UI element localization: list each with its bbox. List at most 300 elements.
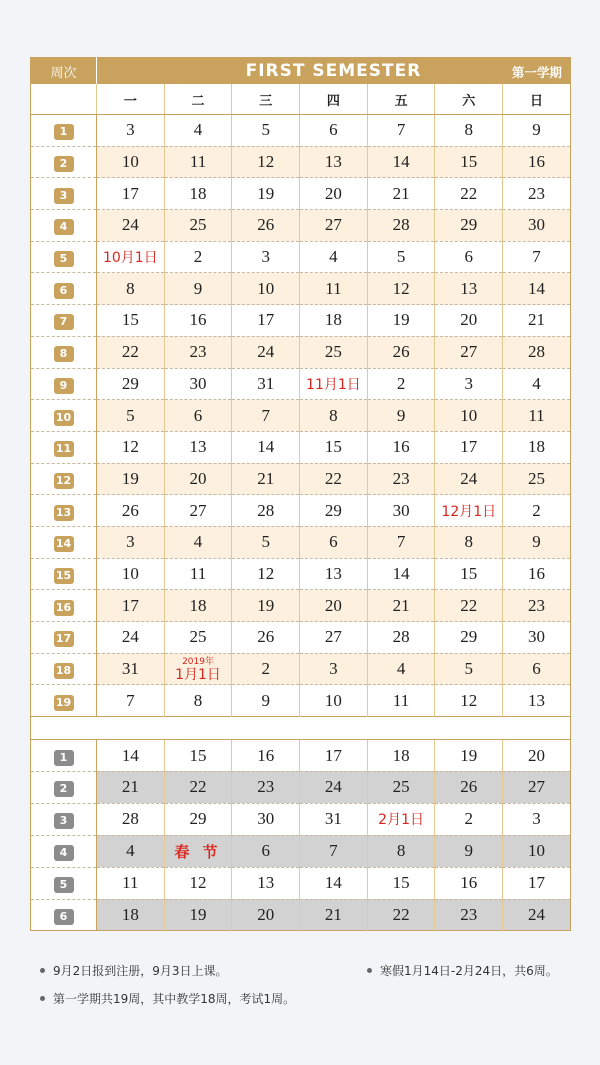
day-cell xyxy=(367,740,435,772)
week-number-cell xyxy=(31,558,97,590)
week-number-cell xyxy=(31,526,97,558)
day-cell xyxy=(300,653,368,685)
week-badge: 2 xyxy=(54,781,74,797)
day-number: 23 xyxy=(392,468,410,488)
day-number: 20 xyxy=(189,468,207,488)
day-number: 15 xyxy=(392,873,410,893)
day-cell xyxy=(300,368,368,400)
week-badge: 11 xyxy=(54,441,74,457)
day-cell xyxy=(232,867,300,899)
day-number: 17 xyxy=(324,745,342,765)
day-number: 19 xyxy=(257,183,275,203)
day-number: 9 xyxy=(464,841,474,861)
day-number: 23 xyxy=(528,183,545,203)
day-number: 14 xyxy=(257,437,275,457)
day-cell xyxy=(97,590,165,622)
day-number: 12 xyxy=(189,873,207,893)
day-number: 21 xyxy=(528,310,545,330)
day-number: 8 xyxy=(396,841,406,861)
day-number: 28 xyxy=(392,215,410,235)
day-number: 18 xyxy=(121,904,139,924)
day-cell xyxy=(97,685,165,717)
day-cell xyxy=(164,622,232,654)
week-number-cell xyxy=(31,115,97,147)
week-badge: 5 xyxy=(54,251,74,267)
day-number: 3 xyxy=(532,809,541,829)
day-number: 9 xyxy=(532,532,541,552)
day-cell xyxy=(367,899,435,931)
day-number: 24 xyxy=(460,468,478,488)
day-cell xyxy=(300,431,368,463)
day-number: 15 xyxy=(121,310,139,330)
day-number: 12 xyxy=(257,152,275,172)
day-cell xyxy=(164,273,232,305)
day-number: 3 xyxy=(464,373,474,393)
day-number: 12 xyxy=(257,563,275,583)
day-number: 10 xyxy=(528,841,545,861)
month-start-date: 11月1日 xyxy=(306,376,361,393)
day-number: 13 xyxy=(528,690,545,710)
week-badge: 18 xyxy=(54,663,74,679)
day-number: 4 xyxy=(126,841,135,861)
day-number: 24 xyxy=(121,215,139,235)
day-number: 6 xyxy=(193,405,203,425)
week-badge: 3 xyxy=(54,813,74,829)
day-number: 15 xyxy=(460,563,478,583)
day-number: 18 xyxy=(528,437,545,457)
week-badge: 4 xyxy=(54,219,74,235)
day-number: 31 xyxy=(121,659,139,679)
day-cell xyxy=(300,305,368,337)
day-cell xyxy=(164,146,232,178)
day-number: 19 xyxy=(257,595,275,615)
month-start-date: 10月1日 xyxy=(102,250,158,267)
day-cell xyxy=(367,622,435,654)
day-number: 20 xyxy=(257,904,275,924)
day-cell xyxy=(300,241,368,273)
day-cell xyxy=(164,590,232,622)
week-number-cell xyxy=(31,368,97,400)
day-cell xyxy=(232,803,300,835)
week-badge: 12 xyxy=(54,473,74,489)
day-cell xyxy=(435,803,503,835)
day-cell xyxy=(435,241,503,273)
day-cell xyxy=(435,210,503,242)
day-number: 3 xyxy=(126,120,135,140)
day-number: 6 xyxy=(329,532,338,552)
week-number-cell xyxy=(31,622,97,654)
day-number: 2 xyxy=(193,247,203,267)
bullet-icon xyxy=(40,996,45,1001)
day-cell xyxy=(503,273,571,305)
day-number: 29 xyxy=(460,215,478,235)
week-badge: 14 xyxy=(54,536,74,552)
day-number: 2 xyxy=(532,500,541,520)
day-number: 31 xyxy=(257,373,275,393)
day-number: 12 xyxy=(460,690,478,710)
day-cell xyxy=(164,400,232,432)
header-row xyxy=(31,58,571,85)
week-badge: 3 xyxy=(54,188,74,204)
day-cell xyxy=(503,336,571,368)
day-number: 29 xyxy=(324,500,342,520)
day-number: 12 xyxy=(392,278,410,298)
day-cell xyxy=(503,495,571,527)
day-cell xyxy=(503,526,571,558)
day-cell xyxy=(300,590,368,622)
day-cell xyxy=(300,899,368,931)
day-cell xyxy=(164,685,232,717)
semester1-week-row xyxy=(31,463,571,495)
weekday-tue: 二 xyxy=(164,84,232,115)
day-cell xyxy=(97,241,165,273)
day-cell xyxy=(435,771,503,803)
bullet-icon xyxy=(40,968,45,973)
semester1-week-row xyxy=(31,368,571,400)
day-cell xyxy=(232,526,300,558)
day-number: 27 xyxy=(324,627,342,647)
semester-title-text: FIRST SEMESTER xyxy=(245,61,422,81)
weekday-sat: 六 xyxy=(435,84,503,115)
day-number: 16 xyxy=(460,873,478,893)
day-number: 23 xyxy=(528,595,545,615)
day-number: 7 xyxy=(396,120,406,140)
day-cell xyxy=(435,178,503,210)
day-cell xyxy=(300,558,368,590)
day-number: 18 xyxy=(324,310,342,330)
day-cell xyxy=(164,178,232,210)
week-number-cell xyxy=(31,835,97,867)
day-cell xyxy=(164,867,232,899)
week-number-cell xyxy=(31,653,97,685)
day-cell xyxy=(435,495,503,527)
day-number: 27 xyxy=(324,215,342,235)
semester1-week-row xyxy=(31,210,571,242)
day-number: 7 xyxy=(329,841,338,861)
day-number: 5 xyxy=(464,659,474,679)
day-cell xyxy=(367,241,435,273)
day-number: 4 xyxy=(396,659,406,679)
day-number: 19 xyxy=(121,468,139,488)
day-number: 13 xyxy=(324,152,342,172)
day-number: 30 xyxy=(189,373,207,393)
day-cell xyxy=(164,495,232,527)
day-number: 5 xyxy=(261,120,270,140)
day-number: 17 xyxy=(121,183,139,203)
day-cell xyxy=(503,835,571,867)
day-number: 21 xyxy=(121,777,139,797)
day-cell xyxy=(300,835,368,867)
day-number: 10 xyxy=(460,405,478,425)
day-cell xyxy=(232,771,300,803)
day-cell xyxy=(164,305,232,337)
day-cell xyxy=(300,178,368,210)
day-number: 23 xyxy=(189,342,207,362)
day-cell xyxy=(367,146,435,178)
day-cell xyxy=(164,431,232,463)
day-number: 7 xyxy=(261,405,270,425)
day-number: 12 xyxy=(121,437,139,457)
day-number: 11 xyxy=(122,873,139,893)
day-cell xyxy=(503,622,571,654)
day-number: 26 xyxy=(121,500,139,520)
day-number: 23 xyxy=(257,777,275,797)
day-number: 18 xyxy=(189,183,207,203)
day-number: 26 xyxy=(257,627,275,647)
day-cell xyxy=(367,368,435,400)
week-number-cell xyxy=(31,463,97,495)
semester1-week-row xyxy=(31,685,571,717)
winter-week-row xyxy=(31,740,571,772)
day-cell xyxy=(367,653,435,685)
semester1-week-row xyxy=(31,241,571,273)
day-number: 10 xyxy=(121,152,139,172)
day-cell xyxy=(97,622,165,654)
week-badge: 17 xyxy=(54,631,74,647)
day-number: 14 xyxy=(392,152,410,172)
day-number: 28 xyxy=(392,627,410,647)
day-number: 11 xyxy=(189,563,207,583)
day-cell xyxy=(503,590,571,622)
day-cell xyxy=(164,526,232,558)
day-number: 20 xyxy=(528,745,545,765)
day-number: 8 xyxy=(464,532,474,552)
semester1-week-row xyxy=(31,431,571,463)
day-cell xyxy=(232,835,300,867)
day-number: 3 xyxy=(126,532,135,552)
semester1-week-row xyxy=(31,146,571,178)
day-number: 7 xyxy=(126,690,135,710)
day-number: 13 xyxy=(460,278,478,298)
day-cell xyxy=(503,653,571,685)
day-cell xyxy=(97,210,165,242)
day-number: 16 xyxy=(528,563,545,583)
day-cell xyxy=(435,526,503,558)
day-cell xyxy=(232,210,300,242)
day-cell xyxy=(435,115,503,147)
week-number-cell xyxy=(31,400,97,432)
day-number: 2 xyxy=(261,659,270,679)
day-number: 22 xyxy=(121,342,139,362)
day-number: 25 xyxy=(392,777,410,797)
day-number: 24 xyxy=(121,627,139,647)
day-cell xyxy=(367,210,435,242)
week-badge: 5 xyxy=(54,877,74,893)
semester1-week-row xyxy=(31,622,571,654)
day-number: 11 xyxy=(392,690,410,710)
semester1-week-row xyxy=(31,178,571,210)
day-number: 28 xyxy=(528,342,545,362)
day-cell xyxy=(232,400,300,432)
week-badge: 6 xyxy=(54,283,74,299)
weekday-thu: 四 xyxy=(300,84,368,115)
weekday-wed: 三 xyxy=(232,84,300,115)
day-cell xyxy=(97,463,165,495)
day-number: 17 xyxy=(257,310,275,330)
day-number: 19 xyxy=(189,904,207,924)
day-number: 31 xyxy=(324,809,342,829)
day-cell xyxy=(367,273,435,305)
day-cell xyxy=(503,178,571,210)
day-cell xyxy=(300,867,368,899)
day-number: 23 xyxy=(460,904,478,924)
week-number-cell xyxy=(31,273,97,305)
day-cell xyxy=(503,241,571,273)
semester1-week-row xyxy=(31,653,571,685)
day-number: 4 xyxy=(532,373,541,393)
day-number: 16 xyxy=(528,152,545,172)
week-badge: 16 xyxy=(54,600,74,616)
day-number: 21 xyxy=(392,183,410,203)
day-cell xyxy=(232,740,300,772)
day-number: 22 xyxy=(189,777,207,797)
month-start-date: 1月1日 xyxy=(175,667,221,684)
day-number: 4 xyxy=(193,120,203,140)
day-cell xyxy=(97,526,165,558)
weekday-mon: 一 xyxy=(97,84,165,115)
week-badge: 13 xyxy=(54,505,74,521)
semester-title xyxy=(97,58,571,85)
day-number: 15 xyxy=(324,437,342,457)
day-cell xyxy=(367,835,435,867)
day-number: 9 xyxy=(261,690,270,710)
bullet-icon xyxy=(367,968,372,973)
day-cell xyxy=(164,115,232,147)
day-cell xyxy=(435,899,503,931)
day-cell xyxy=(503,740,571,772)
day-number: 25 xyxy=(324,342,342,362)
winter-week-row xyxy=(31,867,571,899)
semester1-week-row xyxy=(31,400,571,432)
day-number: 18 xyxy=(392,745,410,765)
day-cell xyxy=(367,115,435,147)
day-cell xyxy=(97,899,165,931)
day-cell xyxy=(435,590,503,622)
semester1-week-row xyxy=(31,526,571,558)
day-number: 27 xyxy=(460,342,478,362)
new-year-label: 2019年 xyxy=(182,657,214,668)
day-number: 20 xyxy=(324,183,342,203)
day-cell xyxy=(300,463,368,495)
week-number-cell xyxy=(31,867,97,899)
week-badge: 6 xyxy=(54,909,74,925)
day-cell xyxy=(232,590,300,622)
day-number: 6 xyxy=(532,659,541,679)
day-number: 22 xyxy=(392,904,410,924)
week-number-cell xyxy=(31,495,97,527)
day-cell xyxy=(164,771,232,803)
day-cell xyxy=(367,558,435,590)
day-cell xyxy=(232,685,300,717)
winter-week-row xyxy=(31,803,571,835)
week-badge: 10 xyxy=(54,410,74,426)
day-number: 6 xyxy=(464,247,474,267)
day-number: 10 xyxy=(324,690,342,710)
day-number: 14 xyxy=(528,278,545,298)
day-number: 8 xyxy=(464,120,474,140)
semester1-week-row xyxy=(31,495,571,527)
day-cell xyxy=(300,336,368,368)
day-number: 26 xyxy=(257,215,275,235)
day-cell xyxy=(97,653,165,685)
day-number: 17 xyxy=(528,873,545,893)
day-cell xyxy=(367,685,435,717)
day-number: 30 xyxy=(392,500,410,520)
day-cell xyxy=(435,336,503,368)
note-week-count: 第一学期共19周，其中教学18周，考试1周。 xyxy=(40,990,295,1007)
day-number: 27 xyxy=(528,777,545,797)
day-cell xyxy=(300,740,368,772)
winter-break-weeks xyxy=(31,740,571,931)
day-cell xyxy=(232,558,300,590)
day-number: 16 xyxy=(257,745,275,765)
day-cell xyxy=(97,305,165,337)
day-number: 2 xyxy=(464,809,474,829)
week-number-cell xyxy=(31,336,97,368)
day-number: 5 xyxy=(396,247,406,267)
day-cell xyxy=(97,273,165,305)
day-cell xyxy=(503,305,571,337)
day-number: 9 xyxy=(532,120,541,140)
day-cell xyxy=(97,740,165,772)
day-cell xyxy=(503,463,571,495)
weekday-fri: 五 xyxy=(367,84,435,115)
day-number: 28 xyxy=(257,500,275,520)
day-cell xyxy=(300,115,368,147)
semester1-weeks xyxy=(31,115,571,717)
day-cell xyxy=(97,178,165,210)
day-cell xyxy=(164,241,232,273)
day-number: 5 xyxy=(261,532,270,552)
day-cell xyxy=(367,495,435,527)
day-number: 15 xyxy=(460,152,478,172)
week-number-cell xyxy=(31,146,97,178)
day-cell xyxy=(367,526,435,558)
day-number: 19 xyxy=(392,310,410,330)
day-number: 2 xyxy=(396,373,406,393)
day-cell xyxy=(367,867,435,899)
day-cell xyxy=(367,463,435,495)
day-cell xyxy=(232,431,300,463)
day-number: 16 xyxy=(392,437,410,457)
day-number: 25 xyxy=(189,215,207,235)
day-number: 14 xyxy=(324,873,342,893)
day-number: 5 xyxy=(126,405,135,425)
week-number-cell xyxy=(31,771,97,803)
semester1-week-row xyxy=(31,336,571,368)
day-cell xyxy=(232,622,300,654)
day-cell xyxy=(232,178,300,210)
day-number: 17 xyxy=(460,437,478,457)
day-cell xyxy=(435,867,503,899)
day-cell xyxy=(232,899,300,931)
day-cell xyxy=(503,803,571,835)
day-cell xyxy=(435,685,503,717)
week-badge: 4 xyxy=(54,845,74,861)
day-number: 10 xyxy=(121,563,139,583)
day-cell xyxy=(435,431,503,463)
day-cell xyxy=(367,590,435,622)
day-cell xyxy=(503,771,571,803)
holiday-label: 春 节 xyxy=(174,842,222,861)
day-cell xyxy=(97,146,165,178)
day-number: 29 xyxy=(460,627,478,647)
day-number: 24 xyxy=(324,777,342,797)
day-number: 8 xyxy=(329,405,338,425)
day-number: 6 xyxy=(329,120,338,140)
day-number: 16 xyxy=(189,310,207,330)
day-cell xyxy=(367,336,435,368)
